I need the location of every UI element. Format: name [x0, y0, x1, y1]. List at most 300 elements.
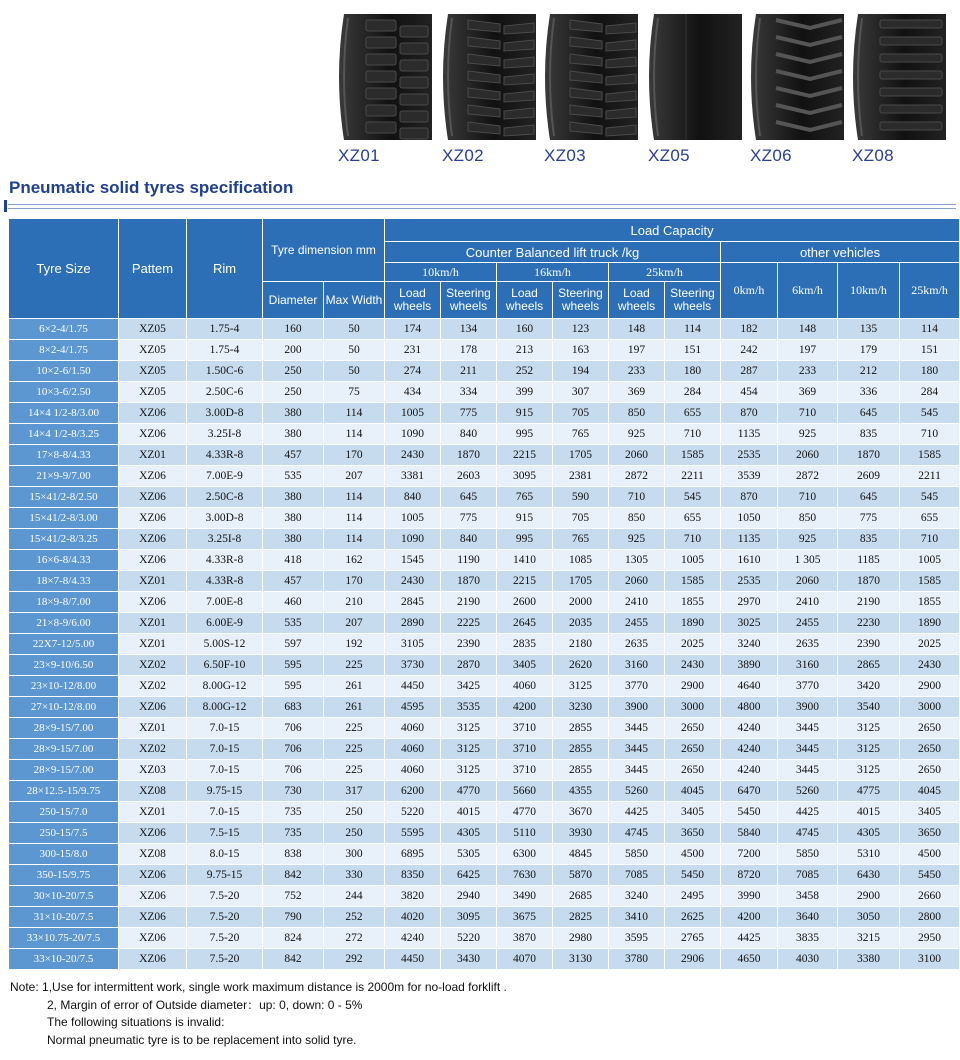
tyre-item — [646, 14, 742, 165]
tyre-size-cell: 33×10-20/7.5 — [9, 949, 119, 970]
table-cell: 1305 — [609, 550, 665, 571]
table-cell: 4045 — [665, 781, 721, 802]
table-cell: 454 — [721, 382, 778, 403]
table-cell: 170 — [324, 445, 385, 466]
tyre-size-cell: 28×9-15/7.00 — [9, 760, 119, 781]
table-cell: 380 — [263, 403, 324, 424]
tyre-size-cell: 10×3-6/2.50 — [9, 382, 119, 403]
table-cell: 5220 — [441, 928, 497, 949]
col-header-load-wheels: Load wheels — [497, 282, 553, 319]
table-cell: 3675 — [497, 907, 553, 928]
tyre-size-cell: 14×4 1/2-8/3.00 — [9, 403, 119, 424]
table-cell: 925 — [609, 529, 665, 550]
tyre-pattern-label: XZ03 — [544, 146, 586, 165]
table-cell: XZ02 — [119, 739, 187, 760]
table-cell: 3835 — [778, 928, 838, 949]
table-cell: 2900 — [665, 676, 721, 697]
table-cell: 4200 — [497, 697, 553, 718]
table-cell: 4020 — [385, 907, 441, 928]
table-cell: 3780 — [609, 949, 665, 970]
tyre-size-cell: 8×2-4/1.75 — [9, 340, 119, 361]
tyre-size-cell: 22X7-12/5.00 — [9, 634, 119, 655]
tyre-pattern-label: XZ06 — [750, 146, 792, 165]
table-cell: 7.5-15 — [187, 823, 263, 844]
col-header-speed-25: 25km/h — [609, 263, 721, 282]
tyre-size-cell: 16×6-8/4.33 — [9, 550, 119, 571]
table-cell: 1005 — [385, 508, 441, 529]
table-cell: 3490 — [497, 886, 553, 907]
table-cell: 1410 — [497, 550, 553, 571]
table-cell: 1135 — [721, 529, 778, 550]
col-header-counter-balanced: Counter Balanced lift truck /kg — [385, 242, 721, 263]
table-cell: 2215 — [497, 571, 553, 592]
table-cell: 995 — [497, 529, 553, 550]
table-cell: 4450 — [385, 949, 441, 970]
table-cell: 2970 — [721, 592, 778, 613]
table-cell: 244 — [324, 886, 385, 907]
col-header-steering-wheels: Steering wheels — [441, 282, 497, 319]
table-cell: 114 — [324, 403, 385, 424]
tyre-pattern-label: XZ02 — [442, 146, 484, 165]
tyre-image-icon — [748, 14, 844, 140]
table-row — [9, 907, 960, 928]
table-cell: 160 — [497, 319, 553, 340]
table-cell: 2900 — [900, 676, 960, 697]
table-cell: 284 — [665, 382, 721, 403]
table-cell: XZ01 — [119, 802, 187, 823]
tyre-pattern-label: XZ08 — [852, 146, 894, 165]
table-cell: 3650 — [900, 823, 960, 844]
table-cell: 925 — [609, 424, 665, 445]
table-cell: 3.25I-8 — [187, 529, 263, 550]
table-cell: 2025 — [900, 634, 960, 655]
tyre-size-cell: 21×9-9/7.00 — [9, 466, 119, 487]
table-cell: 3770 — [778, 676, 838, 697]
table-cell: 2800 — [900, 907, 960, 928]
table-cell: 252 — [324, 907, 385, 928]
table-row — [9, 613, 960, 634]
table-cell: 4775 — [838, 781, 900, 802]
table-cell: XZ06 — [119, 823, 187, 844]
table-cell: 2211 — [665, 466, 721, 487]
table-cell: 545 — [665, 487, 721, 508]
col-header-speed-10: 10km/h — [385, 263, 497, 282]
table-cell: 2060 — [609, 445, 665, 466]
table-row — [9, 487, 960, 508]
tyre-size-cell: 30×10-20/7.5 — [9, 886, 119, 907]
table-cell: 840 — [385, 487, 441, 508]
table-cell: 50 — [324, 319, 385, 340]
table-cell: 1.75-4 — [187, 340, 263, 361]
table-cell: 1.50C-6 — [187, 361, 263, 382]
table-row — [9, 886, 960, 907]
table-cell: 3445 — [778, 760, 838, 781]
table-cell: 3215 — [838, 928, 900, 949]
table-cell: 261 — [324, 676, 385, 697]
table-cell: 1870 — [441, 445, 497, 466]
table-cell: 1190 — [441, 550, 497, 571]
table-cell: 7.00E-8 — [187, 592, 263, 613]
table-cell: 4240 — [721, 760, 778, 781]
table-cell: 4770 — [441, 781, 497, 802]
table-cell: 1705 — [553, 571, 609, 592]
table-cell: 3125 — [838, 718, 900, 739]
table-row — [9, 634, 960, 655]
table-cell: 212 — [838, 361, 900, 382]
table-cell: 2825 — [553, 907, 609, 928]
col-header-tyre-size: Tyre Size — [9, 219, 119, 319]
table-cell: 765 — [553, 424, 609, 445]
table-cell: 3410 — [609, 907, 665, 928]
table-cell: XZ05 — [119, 382, 187, 403]
table-cell: 380 — [263, 424, 324, 445]
table-cell: 4425 — [609, 802, 665, 823]
table-cell: 274 — [385, 361, 441, 382]
table-cell: 2650 — [665, 760, 721, 781]
table-cell: 824 — [263, 928, 324, 949]
table-cell: 790 — [263, 907, 324, 928]
table-cell: 287 — [721, 361, 778, 382]
table-cell: 75 — [324, 382, 385, 403]
tyre-size-cell: 23×10-12/8.00 — [9, 676, 119, 697]
table-cell: 5260 — [778, 781, 838, 802]
spec-table-body — [9, 319, 960, 970]
table-cell: 114 — [324, 424, 385, 445]
table-cell: XZ08 — [119, 781, 187, 802]
table-cell: 2980 — [553, 928, 609, 949]
table-cell: 4450 — [385, 676, 441, 697]
table-cell: 1.75-4 — [187, 319, 263, 340]
table-cell: 2190 — [838, 592, 900, 613]
table-cell: 4770 — [497, 802, 553, 823]
table-cell: 197 — [778, 340, 838, 361]
table-cell: 655 — [665, 508, 721, 529]
table-cell: 4595 — [385, 697, 441, 718]
table-row — [9, 466, 960, 487]
table-cell: 3900 — [778, 697, 838, 718]
table-cell: 1890 — [665, 613, 721, 634]
table-cell: 7.5-20 — [187, 907, 263, 928]
table-cell: 4305 — [441, 823, 497, 844]
tyre-size-cell: 31×10-20/7.5 — [9, 907, 119, 928]
table-cell: 1005 — [665, 550, 721, 571]
table-cell: 2855 — [553, 718, 609, 739]
table-cell: 2535 — [721, 445, 778, 466]
tyre-size-cell: 14×4 1/2-8/3.25 — [9, 424, 119, 445]
table-cell: 250 — [263, 361, 324, 382]
table-cell: XZ06 — [119, 550, 187, 571]
table-cell: 213 — [497, 340, 553, 361]
tyre-image-icon — [850, 14, 946, 140]
table-cell: 3535 — [441, 697, 497, 718]
table-cell: 4060 — [385, 739, 441, 760]
table-cell: 4240 — [721, 739, 778, 760]
table-cell: 3900 — [609, 697, 665, 718]
tyre-size-cell: 18×9-8/7.00 — [9, 592, 119, 613]
table-cell: 3160 — [609, 655, 665, 676]
col-header-load-wheels: Load wheels — [609, 282, 665, 319]
table-cell: 1870 — [838, 571, 900, 592]
col-header-ov-6: 6km/h — [778, 263, 838, 319]
table-row — [9, 802, 960, 823]
table-cell: 2660 — [900, 886, 960, 907]
table-cell: 2650 — [665, 739, 721, 760]
table-cell: 114 — [900, 319, 960, 340]
table-cell: 3539 — [721, 466, 778, 487]
table-cell: 645 — [441, 487, 497, 508]
table-cell: 4355 — [553, 781, 609, 802]
table-row — [9, 445, 960, 466]
table-cell: 535 — [263, 466, 324, 487]
table-cell: 842 — [263, 865, 324, 886]
table-cell: XZ01 — [119, 445, 187, 466]
col-header-other-vehicles: other vehicles — [721, 242, 960, 263]
table-cell: 225 — [324, 739, 385, 760]
table-cell: 645 — [838, 487, 900, 508]
table-cell: 2765 — [665, 928, 721, 949]
table-cell: 2000 — [553, 592, 609, 613]
table-cell: 3458 — [778, 886, 838, 907]
table-cell: 4640 — [721, 676, 778, 697]
table-cell: 3710 — [497, 739, 553, 760]
col-header-steering-wheels: Steering wheels — [665, 282, 721, 319]
table-cell: 3130 — [553, 949, 609, 970]
table-row — [9, 823, 960, 844]
table-cell: 2650 — [900, 718, 960, 739]
table-cell: 735 — [263, 802, 324, 823]
table-cell: 380 — [263, 487, 324, 508]
table-cell: 2211 — [900, 466, 960, 487]
col-header-ov-10: 10km/h — [838, 263, 900, 319]
table-cell: 3105 — [385, 634, 441, 655]
table-cell: 50 — [324, 361, 385, 382]
table-cell: 915 — [497, 508, 553, 529]
table-cell: 3125 — [441, 739, 497, 760]
table-cell: 3430 — [441, 949, 497, 970]
table-cell: 250 — [263, 382, 324, 403]
table-cell: 2060 — [778, 445, 838, 466]
table-cell: 840 — [441, 529, 497, 550]
table-row — [9, 424, 960, 445]
table-cell: 225 — [324, 760, 385, 781]
table-cell: 5220 — [385, 802, 441, 823]
table-cell: 915 — [497, 403, 553, 424]
table-cell: 3125 — [441, 760, 497, 781]
table-cell: 995 — [497, 424, 553, 445]
table-cell: 2060 — [609, 571, 665, 592]
table-cell: 292 — [324, 949, 385, 970]
table-cell: 775 — [838, 508, 900, 529]
table-cell: 2495 — [665, 886, 721, 907]
table-row — [9, 550, 960, 571]
table-cell: 710 — [900, 424, 960, 445]
table-cell: 925 — [778, 529, 838, 550]
table-cell: 148 — [609, 319, 665, 340]
tyre-size-cell: 28×12.5-15/9.75 — [9, 781, 119, 802]
tyre-pattern-label: XZ05 — [648, 146, 690, 165]
table-cell: 4845 — [553, 844, 609, 865]
table-cell: 8720 — [721, 865, 778, 886]
table-cell: 706 — [263, 760, 324, 781]
table-cell: 5870 — [553, 865, 609, 886]
tyre-item — [542, 14, 638, 165]
table-cell: 2645 — [497, 613, 553, 634]
table-cell: 4240 — [721, 718, 778, 739]
table-cell: 8.00G-12 — [187, 697, 263, 718]
table-cell: 2600 — [497, 592, 553, 613]
table-cell: 3425 — [441, 676, 497, 697]
table-cell: 6.50F-10 — [187, 655, 263, 676]
table-cell: 4425 — [721, 928, 778, 949]
table-cell: 4070 — [497, 949, 553, 970]
table-cell: 457 — [263, 445, 324, 466]
table-cell: XZ05 — [119, 340, 187, 361]
table-cell: 3930 — [553, 823, 609, 844]
table-cell: 6425 — [441, 865, 497, 886]
table-cell: 705 — [553, 403, 609, 424]
table-cell: 5310 — [838, 844, 900, 865]
table-cell: 1855 — [900, 592, 960, 613]
tyre-size-cell: 15×41/2-8/3.25 — [9, 529, 119, 550]
table-cell: 134 — [441, 319, 497, 340]
table-cell: 3445 — [609, 718, 665, 739]
table-cell: 3381 — [385, 466, 441, 487]
table-cell: 3405 — [665, 802, 721, 823]
table-cell: 3240 — [721, 634, 778, 655]
table-cell: 3820 — [385, 886, 441, 907]
table-cell: 2650 — [665, 718, 721, 739]
table-cell: XZ02 — [119, 676, 187, 697]
table-cell: XZ06 — [119, 403, 187, 424]
table-cell: XZ05 — [119, 319, 187, 340]
table-row — [9, 319, 960, 340]
table-cell: 3050 — [838, 907, 900, 928]
table-cell: XZ06 — [119, 424, 187, 445]
table-cell: 4.33R-8 — [187, 550, 263, 571]
tyre-image-icon — [542, 14, 638, 140]
table-cell: 2060 — [778, 571, 838, 592]
table-cell: 225 — [324, 718, 385, 739]
table-cell: 706 — [263, 739, 324, 760]
table-cell: 3595 — [609, 928, 665, 949]
tyre-size-cell: 18×7-8/4.33 — [9, 571, 119, 592]
table-cell: 2410 — [778, 592, 838, 613]
tyre-image-icon — [440, 14, 536, 140]
table-cell: 2890 — [385, 613, 441, 634]
table-cell: XZ06 — [119, 865, 187, 886]
table-cell: 535 — [263, 613, 324, 634]
table-row — [9, 718, 960, 739]
table-cell: 272 — [324, 928, 385, 949]
table-cell: 4305 — [838, 823, 900, 844]
table-cell: XZ01 — [119, 571, 187, 592]
table-cell: 194 — [553, 361, 609, 382]
table-cell: 683 — [263, 697, 324, 718]
table-cell: 4015 — [838, 802, 900, 823]
table-cell: 1585 — [665, 571, 721, 592]
col-header-load-wheels: Load wheels — [385, 282, 441, 319]
table-cell: 1 305 — [778, 550, 838, 571]
table-cell: XZ06 — [119, 529, 187, 550]
table-cell: 710 — [665, 529, 721, 550]
table-cell: 2603 — [441, 466, 497, 487]
note-line: Normal pneumatic tyre is to be replacement into solid tyre. — [47, 1032, 357, 1047]
table-cell: 4745 — [778, 823, 838, 844]
col-header-ov-25: 25km/h — [900, 263, 960, 319]
table-cell: 179 — [838, 340, 900, 361]
table-cell: 2950 — [900, 928, 960, 949]
tyre-size-cell: 15×41/2-8/3.00 — [9, 508, 119, 529]
table-cell: 4500 — [900, 844, 960, 865]
table-cell: 1585 — [665, 445, 721, 466]
table-cell: XZ06 — [119, 487, 187, 508]
table-cell: 3420 — [838, 676, 900, 697]
table-cell: 5850 — [609, 844, 665, 865]
tyre-size-cell: 23×9-10/6.50 — [9, 655, 119, 676]
table-cell: 3870 — [497, 928, 553, 949]
tyre-pattern-label: XZ01 — [338, 146, 380, 165]
table-cell: 369 — [609, 382, 665, 403]
tyre-size-cell: 27×10-12/8.00 — [9, 697, 119, 718]
table-cell: 3730 — [385, 655, 441, 676]
table-cell: 5595 — [385, 823, 441, 844]
tyre-pattern-gallery — [336, 14, 956, 174]
tyre-size-cell: 28×9-15/7.00 — [9, 718, 119, 739]
table-cell: 7.0-15 — [187, 739, 263, 760]
table-cell: 2230 — [838, 613, 900, 634]
table-cell: 2190 — [441, 592, 497, 613]
table-cell: 3240 — [609, 886, 665, 907]
table-cell: XZ08 — [119, 844, 187, 865]
table-cell: 1135 — [721, 424, 778, 445]
tyre-size-cell: 33×10.75-20/7.5 — [9, 928, 119, 949]
tyre-item — [850, 14, 946, 165]
table-cell: 4060 — [385, 760, 441, 781]
table-cell: 5305 — [441, 844, 497, 865]
table-cell: 242 — [721, 340, 778, 361]
col-header-diameter: Diameter — [263, 282, 324, 319]
table-cell: 2620 — [553, 655, 609, 676]
table-cell: 655 — [900, 508, 960, 529]
table-cell: 380 — [263, 508, 324, 529]
table-cell: 4745 — [609, 823, 665, 844]
table-cell: 233 — [609, 361, 665, 382]
table-cell: 2685 — [553, 886, 609, 907]
table-cell: 330 — [324, 865, 385, 886]
table-cell: 3095 — [441, 907, 497, 928]
table-cell: 182 — [721, 319, 778, 340]
table-cell: 307 — [553, 382, 609, 403]
table-cell: 870 — [721, 403, 778, 424]
table-cell: 3710 — [497, 718, 553, 739]
table-cell: 2025 — [665, 634, 721, 655]
table-cell: 1005 — [385, 403, 441, 424]
table-cell: XZ01 — [119, 634, 187, 655]
table-cell: 2635 — [778, 634, 838, 655]
table-cell: 2430 — [665, 655, 721, 676]
table-cell: 1090 — [385, 529, 441, 550]
table-cell: 3230 — [553, 697, 609, 718]
table-cell: 5450 — [665, 865, 721, 886]
table-cell: 730 — [263, 781, 324, 802]
table-cell: XZ06 — [119, 907, 187, 928]
table-cell: 3000 — [665, 697, 721, 718]
tyre-size-cell: 300-15/8.0 — [9, 844, 119, 865]
table-cell: 7085 — [609, 865, 665, 886]
table-cell: 655 — [665, 403, 721, 424]
table-cell: 842 — [263, 949, 324, 970]
table-cell: 3670 — [553, 802, 609, 823]
